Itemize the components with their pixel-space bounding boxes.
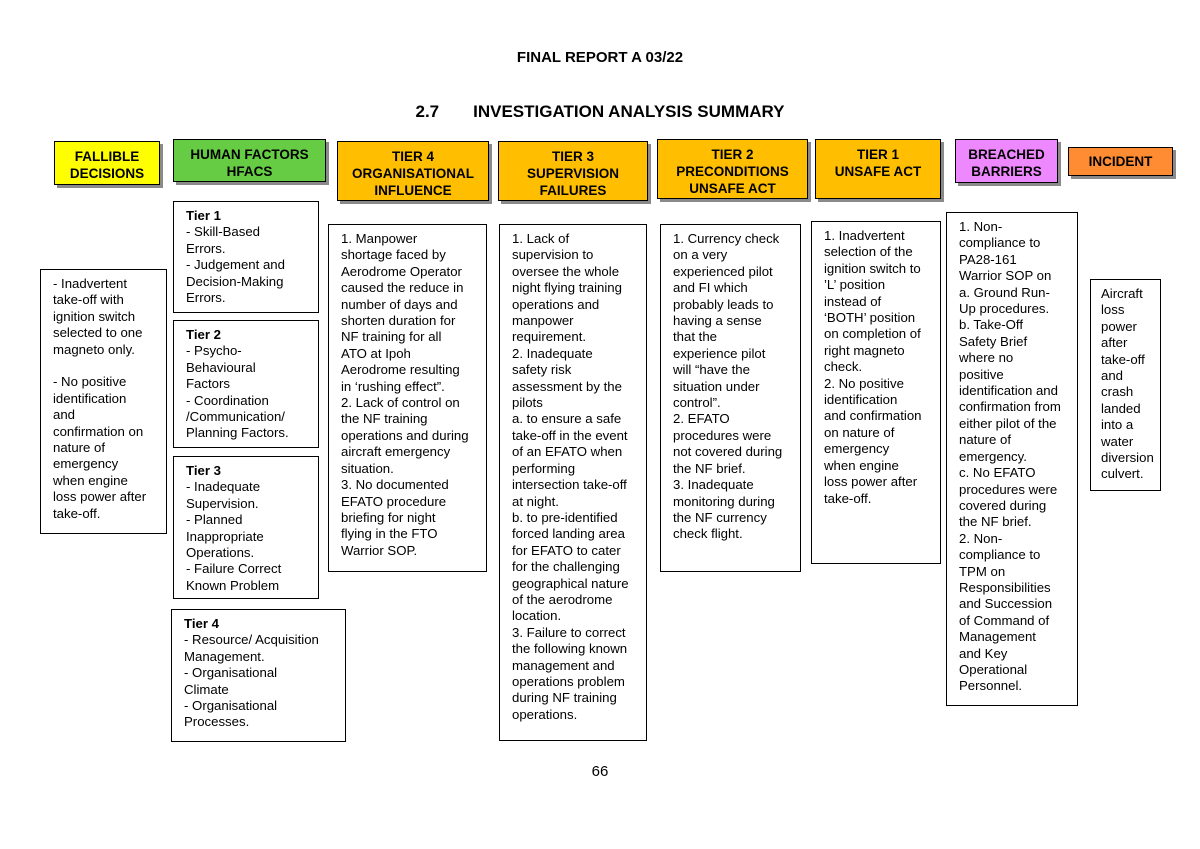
tier1-content-box [811, 221, 941, 564]
hfacs-tier4-title: Tier 4 [184, 616, 219, 631]
section-heading [0, 102, 1200, 122]
header-tier2: TIER 2 PRECONDITIONS UNSAFE ACT [657, 139, 808, 199]
hfacs-tier2-box [173, 320, 319, 448]
hfacs-tier1-box [173, 201, 319, 313]
breached-barriers-box [946, 212, 1078, 706]
header-fallible-decisions: FALLIBLE DECISIONS [54, 141, 160, 185]
fallible-decisions-text: - Inadvertent take-off with ignition switch selected to one magneto only. - No positive identification and confirmation on nature of emergency when engine loss power after take-off. [53, 276, 147, 521]
incident-box [1090, 279, 1161, 491]
breached-barriers-text: 1. Non- compliance to PA28-161 Warrior SOP on a. Ground Run- Up procedures. b. Take-Off Safety Brief where no positive identification and confirmation from either pilot of the nature of emergency. c. No EFATO procedures were covered during the NF brief. 2. Non- compliance to TPM on Responsibilities and Succession of Command of Management and Key Operational Personnel. [959, 219, 1061, 694]
hfacs-tier2-text: - Psycho- Behavioural Factors - Coordination /Communication/ Planning Factors. [186, 343, 289, 441]
fallible-decisions-box [40, 269, 167, 534]
hfacs-tier1-title: Tier 1 [186, 208, 221, 223]
tier3-content-box [499, 224, 647, 741]
header-incident: INCIDENT [1068, 147, 1173, 176]
hfacs-tier4-text: - Resource/ Acquisition Management. - Organisational Climate - Organisational Processes. [184, 632, 319, 730]
report-title: FINAL REPORT A 03/22 [516, 49, 684, 66]
tier4-content-text: 1. Manpower shortage faced by Aerodrome Operator caused the reduce in number of days and shorten duration for NF training for all ATO at Ipoh Aerodrome resulting in ‘rushing effect”. 2. Lack of control on the NF training operations and during aircraft emergency situation. 3. No documented EFATO procedure briefing for night flying in the FTO Warrior SOP. [341, 231, 469, 558]
tier3-content-text: 1. Lack of supervision to oversee the whole night flying training operations and manpower requirement. 2. Inadequate safety risk assessment by the pilots a. to ensure a safe take-off in the event of an EFATO when performing intersection take-off at night. b. to pre-identified forced landing area for EFATO to cater for the challenging geographical nature of the aerodrome location. 3. Failure to correct the following known management and operations problem during NF training operations. [512, 231, 629, 722]
hfacs-tier2-title: Tier 2 [186, 327, 221, 342]
header-tier1: TIER 1 UNSAFE ACT [815, 139, 941, 199]
hfacs-tier3-text: - Inadequate Supervision. - Planned Inappropriate Operations. - Failure Correct Known Problem [186, 479, 282, 593]
incident-text: Aircraft loss power after take-off and crash landed into a water diversion culvert. [1101, 286, 1154, 482]
page-number: 66 [591, 763, 609, 780]
header-tier4: TIER 4 ORGANISATIONAL INFLUENCE [337, 141, 489, 201]
section-number: 2.7 [415, 102, 440, 121]
tier2-content-text: 1. Currency check on a very experienced pilot and FI which probably leads to having a sense that the experience pilot will “have the situation under control”. 2. EFATO procedures were not covered during the NF brief. 3. Inadequate monitoring during the NF currency check flight. [673, 231, 783, 542]
tier1-content-text: 1. Inadvertent selection of the ignition switch to ’L’ position instead of ‘BOTH’ position on completion of right magneto check. 2. No positive identification and confirmation on nature of emergency when engine loss power after take-off. [824, 228, 922, 506]
header-tier3: TIER 3 SUPERVISION FAILURES [498, 141, 648, 201]
tier4-content-box [328, 224, 487, 572]
section-title: INVESTIGATION ANALYSIS SUMMARY [473, 102, 785, 121]
hfacs-tier3-box [173, 456, 319, 599]
hfacs-tier3-title: Tier 3 [186, 463, 221, 478]
header-breached-barriers: BREACHED BARRIERS [955, 139, 1058, 183]
header-human-factors: HUMAN FACTORS HFACS [173, 139, 326, 182]
hfacs-tier4-box [171, 609, 346, 742]
hfacs-tier1-text: - Skill-Based Errors. - Judgement and Decision-Making Errors. [186, 224, 285, 306]
tier2-content-box [660, 224, 801, 572]
